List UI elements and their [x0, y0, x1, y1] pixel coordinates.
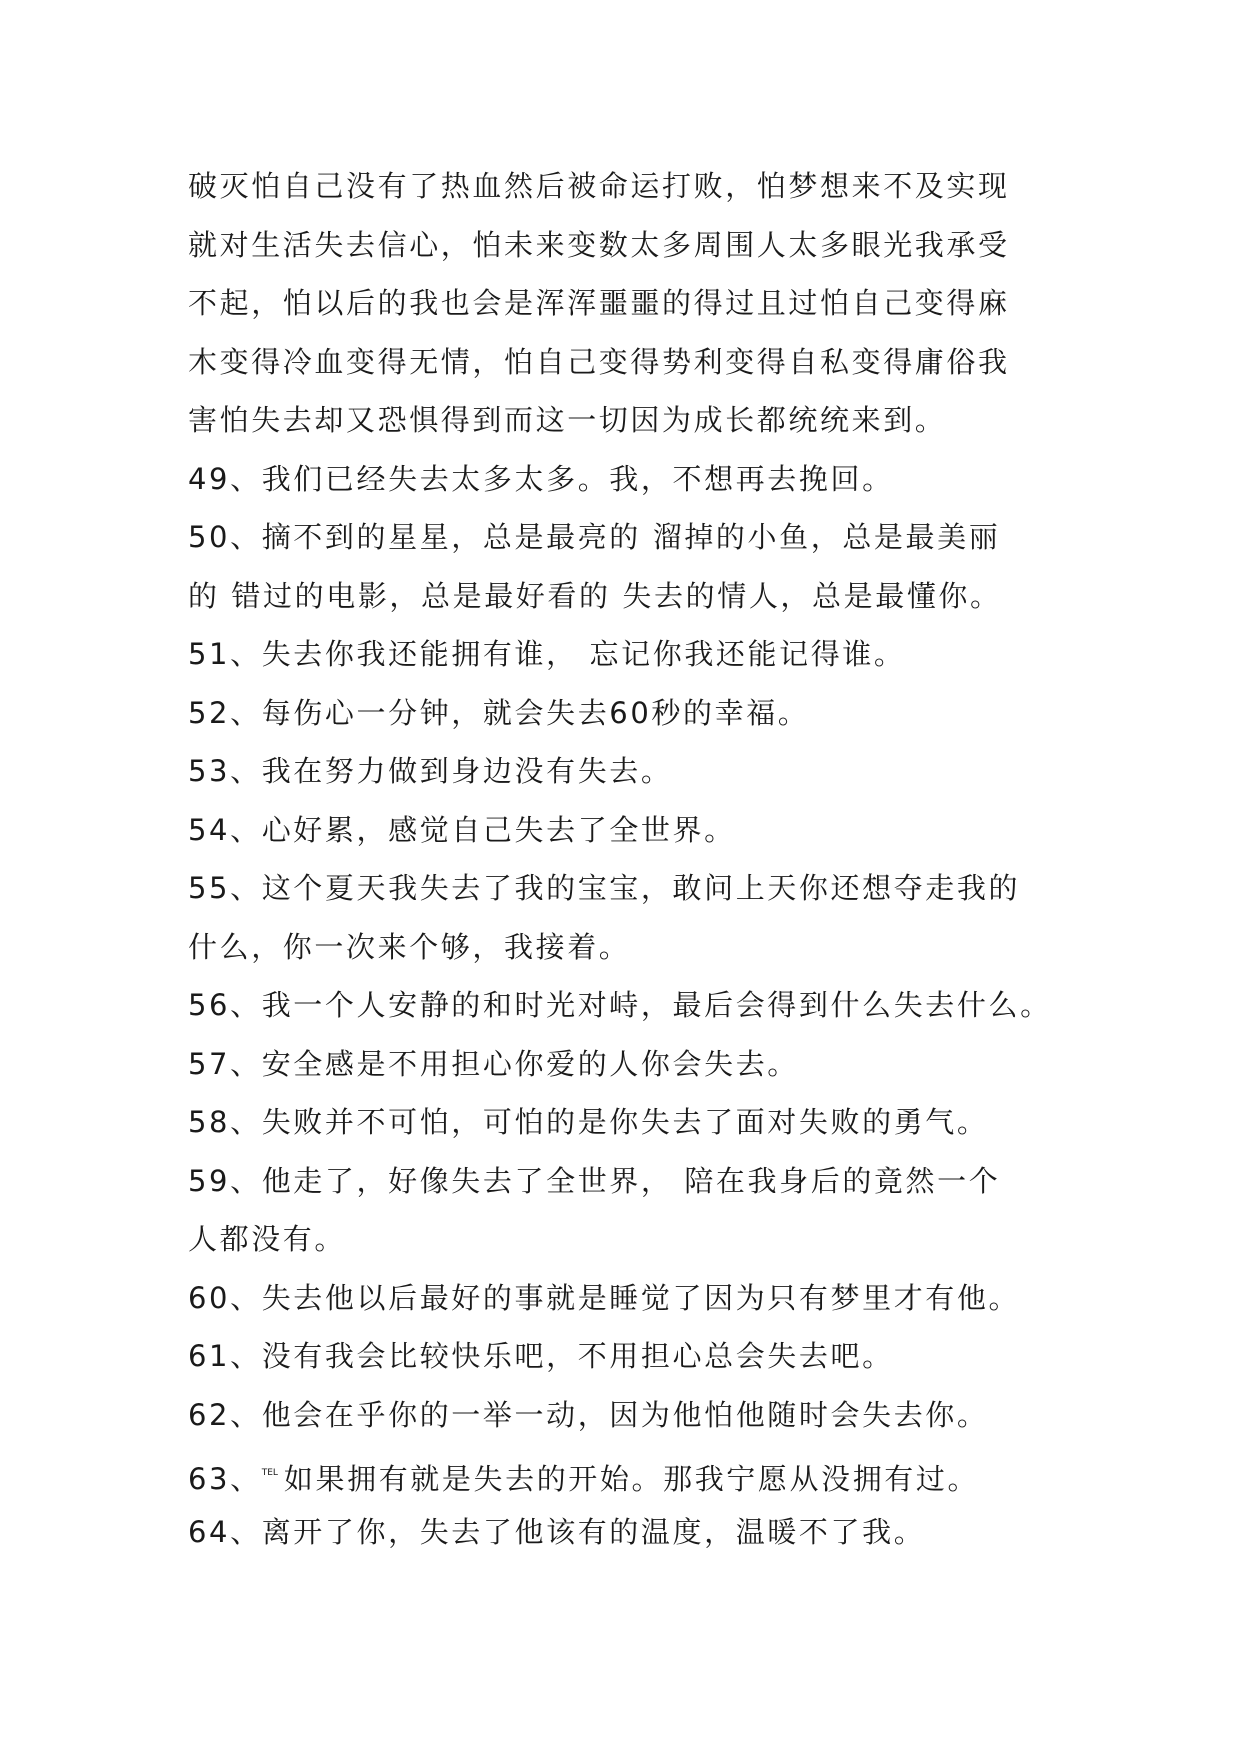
text-line: 53、我在努力做到身边没有失去。 — [188, 754, 673, 788]
text-line: 的 错过的电影，总是最好看的 失去的情人，总是最懂你。 — [188, 578, 1002, 613]
text-line: 61、没有我会比较快乐吧，不用担心总会失去吧。 — [188, 1339, 894, 1373]
text-line: 人都没有。 — [188, 1222, 347, 1256]
text-line: 害怕失去却又恐惧得到而这一切因为成长都统统来到。 — [188, 403, 947, 437]
text-line-63 — [188, 1444, 1068, 1503]
text-line: 54、心好累，感觉自己失去了全世界。 — [188, 812, 736, 847]
text-line: 破灭怕自己没有了热血然后被命运打败，怕梦想来不及实现 — [188, 169, 1010, 203]
text-line: 50、摘不到的星星，总是最亮的 溜掉的小鱼，总是最美丽 — [188, 520, 1001, 554]
text-line: 木变得冷血变得无情，怕自己变得势利变得自私变得庸俗我 — [188, 344, 1010, 379]
text-line: 56、我一个人安静的和时光对峙，最后会得到什么失去什么。 — [188, 988, 1052, 1022]
text-line: 55、这个夏天我失去了我的宝宝，敢问上天你还想夺走我的 — [188, 871, 1021, 905]
text-line: 62、他会在乎你的一举一动，因为他怕他随时会失去你。 — [188, 1397, 989, 1432]
tel-mark: TEL — [261, 1468, 278, 1478]
text-line: 57、安全感是不用担心你爱的人你会失去。 — [188, 1046, 799, 1081]
item-number: 63、 — [188, 1462, 262, 1496]
text-line: 59、他走了，好像失去了全世界， 陪在我身后的竟然一个 — [188, 1163, 1001, 1198]
text-line: 就对生活失去信心，怕未来变数太多周围人太多眼光我承受 — [188, 227, 1010, 262]
text-line: 64、离开了你，失去了他该有的温度，温暖不了我。 — [188, 1514, 926, 1549]
text-line: 49、我们已经失去太多太多。我，不想再去挽回。 — [188, 461, 894, 496]
text-line: 什么，你一次来个够，我接着。 — [188, 929, 631, 964]
text-line: 51、失去你我还能拥有谁， 忘记你我还能记得谁。 — [188, 637, 906, 671]
text-body — [188, 157, 1068, 1561]
item-text: 如果拥有就是失去的开始。那我宁愿从没拥有过。 — [283, 1462, 980, 1496]
text-line: 52、每伤心一分钟，就会失去60秒的幸福。 — [188, 695, 810, 730]
text-line: 60、失去他以后最好的事就是睡觉了因为只有梦里才有他。 — [188, 1280, 1021, 1315]
text-line: 58、失败并不可怕，可怕的是你失去了面对失败的勇气。 — [188, 1105, 989, 1139]
text-line: 不起，怕以后的我也会是浑浑噩噩的得过且过怕自己变得麻 — [188, 286, 1010, 320]
